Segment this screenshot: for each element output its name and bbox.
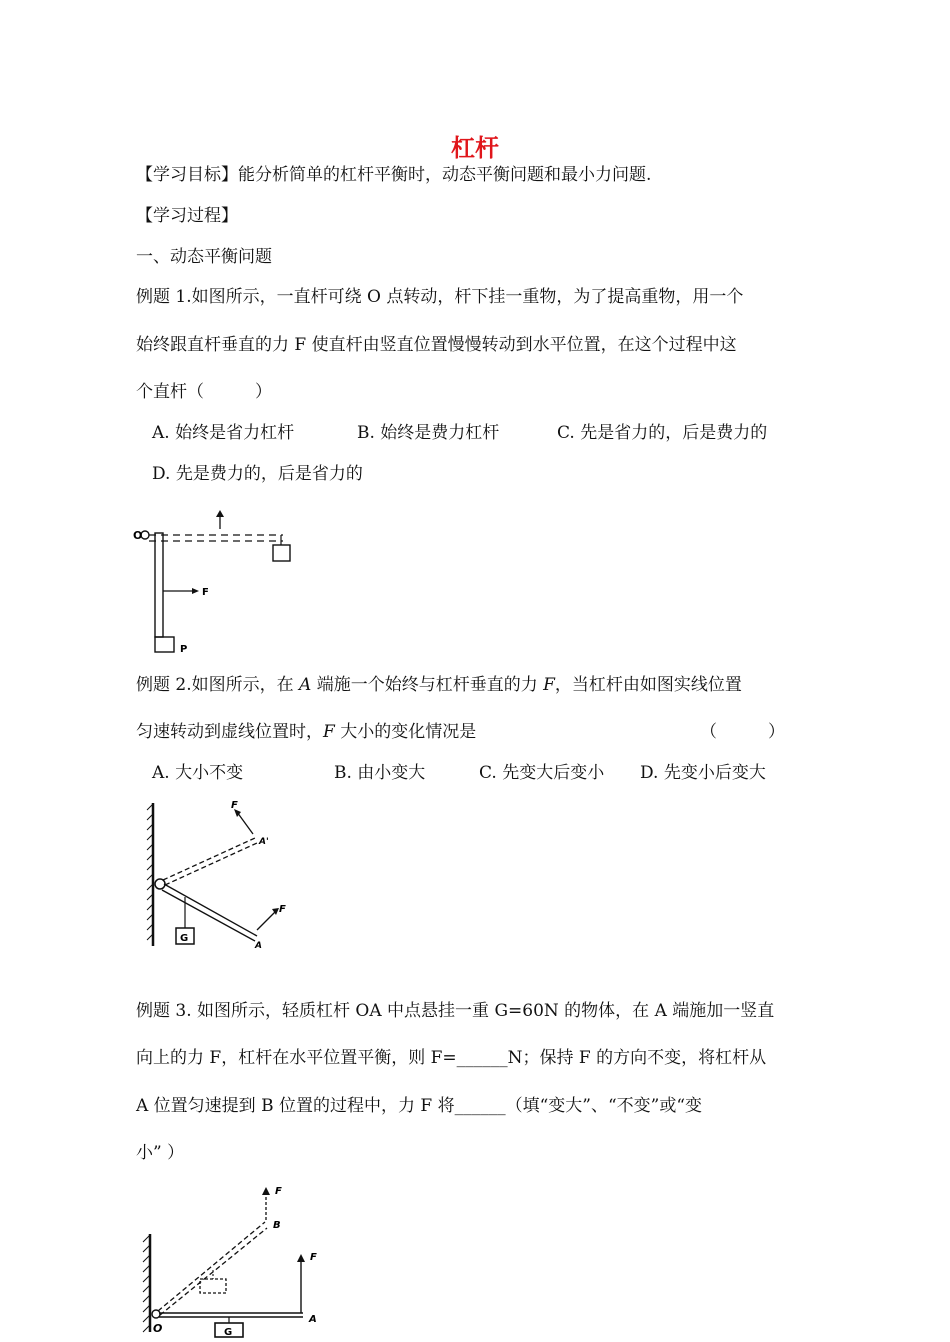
q1-line-1: 例题 1.如图所示，一直杆可绕 O 点转动，杆下挂一重物，为了提高重物，用一个 [136, 287, 744, 307]
pivot-o-label: O [133, 529, 143, 542]
force-upper-label: F [231, 800, 238, 811]
point-a-prime-label: A' [259, 837, 269, 847]
q1-line-3: 个直杆（ ） [136, 382, 272, 402]
force-upper-shaft [237, 812, 253, 834]
force-label: F [202, 587, 209, 598]
dashed-lever-upper [163, 838, 255, 880]
force-lower-label: F [279, 904, 286, 915]
q1-option-b: B. 始终是费力杠杆 [357, 423, 500, 443]
weight-box-p [155, 637, 174, 652]
q2-text-2c: 大小的变化情况是 [334, 722, 477, 742]
force-a-arrow-icon [297, 1254, 305, 1262]
dashed-lever-lower [165, 843, 257, 885]
weight-label-g: G [224, 1327, 233, 1338]
section-heading: 一、动态平衡问题 [136, 247, 272, 267]
q2-option-d: D. 先变小后变大 [640, 763, 766, 783]
pivot-icon [155, 879, 165, 889]
process-label: 【学习过程】 [136, 206, 238, 226]
q2-text-2a: 匀速转动到虚线位置时， [136, 722, 323, 742]
q2-text-e: ，当杠杆由如图实线位置 [554, 675, 742, 695]
force-arrow-icon [192, 588, 199, 594]
q2-option-a: A. 大小不变 [152, 763, 244, 783]
objective-text: 能分析简单的杠杆平衡时，动态平衡问题和最小力问题. [238, 165, 652, 185]
q3-lever-figure [137, 1182, 327, 1337]
q2-text-c: 端施一个始终与杠杆垂直的力 [311, 675, 544, 695]
q2-italic-f: F [543, 675, 555, 695]
q3-line-2: 向上的力 F，杠杆在水平位置平衡，则 F=______N；保持 F 的方向不变，将杠杆从 [136, 1048, 767, 1068]
force-b-label: F [275, 1186, 282, 1197]
q3-line-1: 例题 3. 如图所示，轻质杠杆 OA 中点悬挂一重 G=60N 的物体，在 A 端施加一竖直 [136, 1001, 775, 1021]
q2-lever-figure [145, 798, 295, 953]
q2-option-c: C. 先变大后变小 [479, 763, 605, 783]
point-b-label: B [273, 1220, 281, 1231]
q1-option-d: D. 先是费力的，后是省力的 [152, 464, 363, 484]
up-arrow-icon [216, 510, 224, 517]
q1-option-a: A. 始终是省力杠杆 [152, 423, 295, 443]
q2-italic-a: A [299, 675, 312, 695]
q3-line-3: A 位置匀速提到 B 位置的过程中，力 F 将______（填“变大”、“不变”或“变 [136, 1096, 703, 1116]
q1-option-c: C. 先是省力的，后是费力的 [557, 423, 768, 443]
force-lower-shaft [257, 912, 275, 930]
dashed-weight-box [200, 1279, 226, 1293]
q1-lever-figure [135, 505, 305, 655]
objective-label: 【学习目标】 [136, 165, 238, 185]
weight-label-p: P [180, 644, 188, 655]
dashed-lever-upper [158, 1222, 265, 1311]
q2-answer-paren: （ ） [700, 722, 785, 742]
q2-italic-f2: F [323, 722, 335, 742]
pivot-icon [152, 1310, 160, 1318]
point-a-label: A [309, 1314, 317, 1325]
vertical-rod [155, 533, 163, 637]
q3-line-4: 小” ） [136, 1143, 185, 1163]
force-b-arrow-icon [262, 1187, 270, 1195]
weight-box-raised [273, 545, 290, 561]
learning-objective [136, 164, 651, 186]
weight-label-g: G [180, 933, 189, 944]
point-a-label: A [255, 941, 262, 951]
q2-line-2 [136, 721, 476, 743]
page-title: 杠杆 [451, 134, 499, 162]
point-o-label: O [153, 1322, 163, 1335]
q2-line-1 [136, 674, 742, 696]
q2-option-b: B. 由小变大 [334, 763, 426, 783]
q1-line-2: 始终跟直杆垂直的力 F 使直杆由竖直位置慢慢转动到水平位置，在这个过程中这 [136, 335, 737, 355]
force-a-label: F [310, 1252, 317, 1263]
q2-text-a: 例题 2.如图所示，在 [136, 675, 300, 695]
